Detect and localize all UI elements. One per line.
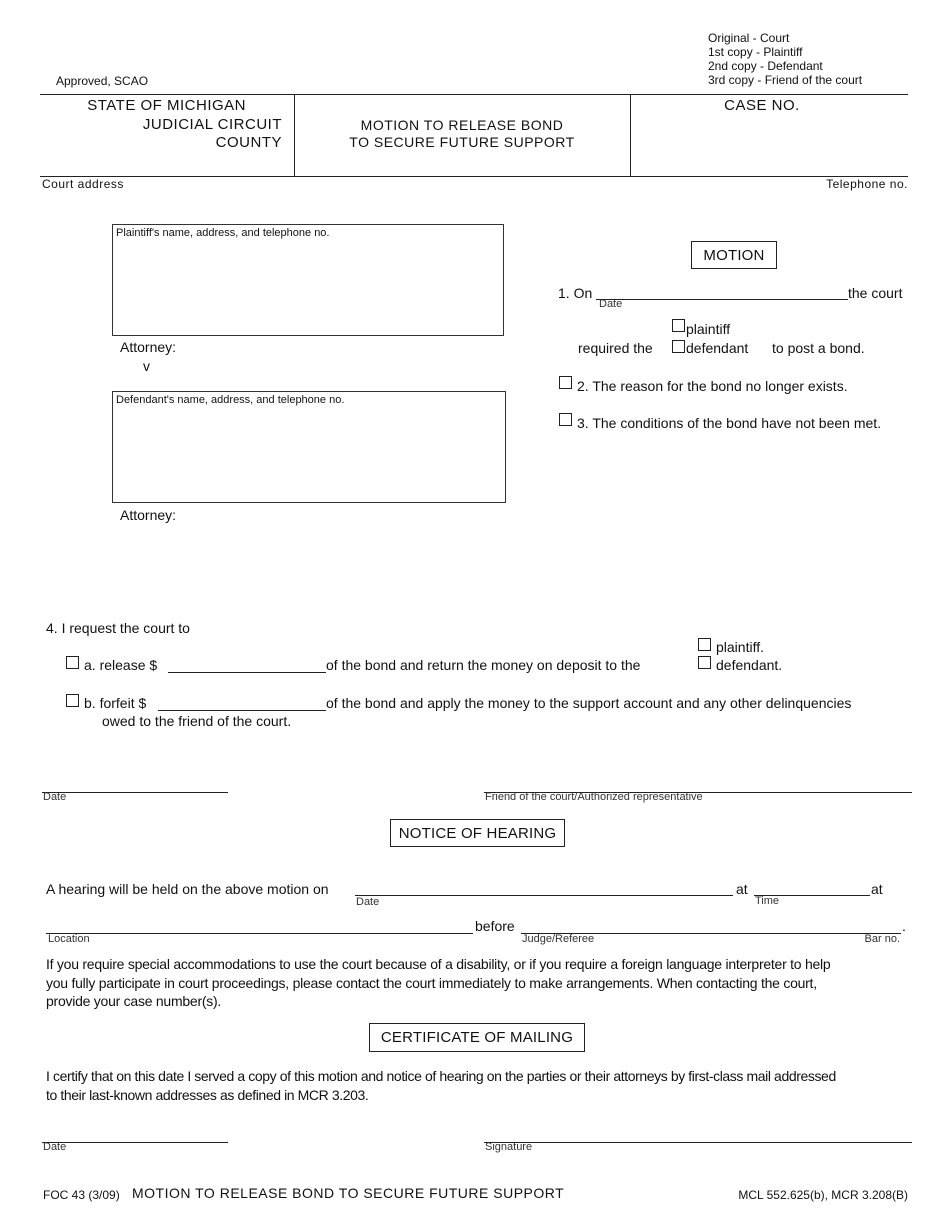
defendant-box-label: Defendant's name, address, and telephone no.	[116, 394, 345, 406]
certificate-signature-field[interactable]	[484, 1124, 912, 1143]
county-label: COUNTY	[215, 134, 282, 151]
form-title-line1: MOTION TO RELEASE BOND	[360, 117, 564, 133]
certificate-heading: CERTIFICATE OF MAILING	[369, 1023, 585, 1052]
item1-defendant-label: defendant	[686, 340, 749, 356]
motion-heading: MOTION	[691, 241, 777, 269]
copy-line: 3rd copy - Friend of the court	[708, 73, 863, 87]
item1-plaintiff-label: plaintiff	[686, 321, 731, 337]
state-label: STATE OF MICHIGAN	[87, 97, 246, 114]
defendant-box[interactable]	[112, 391, 506, 503]
copy-line: 2nd copy - Defendant	[708, 59, 823, 73]
item3-text: 3. The conditions of the bond have not been met.	[577, 415, 882, 431]
certificate-line: to their last-known addresses as defined in MCR 3.203.	[46, 1086, 369, 1103]
certificate-date-field[interactable]	[42, 1124, 228, 1143]
b-text: of the bond and apply the money to the support account and any other delinquencies	[326, 695, 852, 711]
item1-defendant-checkbox[interactable]	[672, 340, 685, 353]
hearing-judge-field[interactable]	[521, 915, 901, 934]
item1-date-field[interactable]	[596, 281, 848, 300]
hearing-time-field[interactable]	[754, 877, 870, 896]
item2-text: 2. The reason for the bond no longer exists.	[577, 378, 848, 394]
b-text2: owed to the friend of the court.	[102, 713, 292, 729]
footer-form-title: MOTION TO RELEASE BOND TO SECURE FUTURE SUPPORT	[132, 1185, 565, 1201]
ada-line: If you require special accommodations to use the court because of a disability, or if you require a foreign language interpreter to help	[46, 956, 831, 972]
certificate-text	[46, 1067, 914, 1104]
court-address-label: Court address	[42, 177, 124, 191]
a-plaintiff-label: plaintiff.	[716, 639, 764, 655]
hearing-at1: at	[736, 881, 748, 897]
approved-scao: Approved, SCAO	[56, 74, 149, 88]
a-plaintiff-checkbox[interactable]	[698, 638, 711, 651]
certificate-date-caption: Date	[43, 1141, 67, 1153]
location-caption: Location	[48, 933, 90, 945]
a-defendant-label: defendant.	[716, 657, 783, 673]
versus-label: v	[143, 358, 150, 374]
b-label: b. forfeit $	[84, 695, 147, 711]
footer-citation: MCL 552.625(b), MCR 3.208(B)	[738, 1188, 908, 1202]
hearing-before: before	[475, 918, 515, 934]
b-checkbox[interactable]	[66, 694, 79, 707]
bar-caption: Bar no.	[864, 933, 900, 945]
a-text: of the bond and return the money on deposit to the	[326, 657, 641, 673]
item1-post-bond: to post a bond.	[772, 340, 865, 356]
defendant-attorney-label: Attorney:	[120, 507, 177, 523]
a-release-amount-field[interactable]	[168, 654, 326, 673]
ada-line: you fully participate in court proceedings, please contact the court immediately to make arrangements. When contacting the court,	[46, 974, 817, 991]
judge-caption: Judge/Referee	[522, 933, 595, 945]
circuit-label: JUDICIAL CIRCUIT	[142, 116, 282, 133]
foc-caption: Friend of the court/Authorized representative	[485, 791, 703, 803]
item3-checkbox[interactable]	[559, 413, 572, 426]
item1-on: 1. On	[558, 285, 593, 301]
notice-heading: NOTICE OF HEARING	[390, 819, 565, 847]
item1-date-caption: Date	[599, 298, 623, 310]
footer-form-id: FOC 43 (3/09)	[43, 1188, 120, 1202]
hearing-time-caption: Time	[755, 895, 780, 907]
hearing-line1: A hearing will be held on the above motion on	[46, 881, 329, 897]
request-date-field[interactable]	[42, 774, 228, 793]
hearing-date-caption: Date	[356, 896, 380, 908]
copy-distribution	[708, 31, 862, 87]
item4-text: 4. I request the court to	[46, 620, 190, 636]
case-no-label: CASE NO.	[724, 97, 800, 114]
hearing-at2: at	[871, 881, 883, 897]
request-date-caption: Date	[43, 791, 67, 803]
plaintiff-box-label: Plaintiff's name, address, and telephone no.	[116, 227, 330, 239]
signature-caption: Signature	[485, 1141, 533, 1153]
ada-notice	[46, 955, 914, 1011]
plaintiff-box[interactable]	[112, 224, 504, 336]
item2-checkbox[interactable]	[559, 376, 572, 389]
hearing-period: .	[902, 918, 906, 934]
item1-required: required the	[578, 340, 653, 356]
copy-line: Original - Court	[708, 31, 790, 45]
header-top-rule	[40, 94, 908, 95]
header-bottom-rule	[40, 176, 908, 177]
a-defendant-checkbox[interactable]	[698, 656, 711, 669]
a-label: a. release $	[84, 657, 158, 673]
a-checkbox[interactable]	[66, 656, 79, 669]
telephone-label: Telephone no.	[826, 177, 908, 191]
b-forfeit-amount-field[interactable]	[158, 692, 326, 711]
ada-line: provide your case number(s).	[46, 993, 222, 1009]
item1-plaintiff-checkbox[interactable]	[672, 319, 685, 332]
hearing-location-field[interactable]	[46, 915, 473, 934]
copy-line: 1st copy - Plaintiff	[708, 45, 803, 59]
form-title-line2: TO SECURE FUTURE SUPPORT	[349, 134, 575, 150]
plaintiff-attorney-label: Attorney:	[120, 339, 177, 355]
item1-the-court: the court	[848, 285, 903, 301]
hearing-date-field[interactable]	[355, 877, 733, 896]
certificate-line: I certify that on this date I served a copy of this motion and notice of hearing on the parties or their attorneys by first-class mail addressed	[46, 1068, 836, 1084]
